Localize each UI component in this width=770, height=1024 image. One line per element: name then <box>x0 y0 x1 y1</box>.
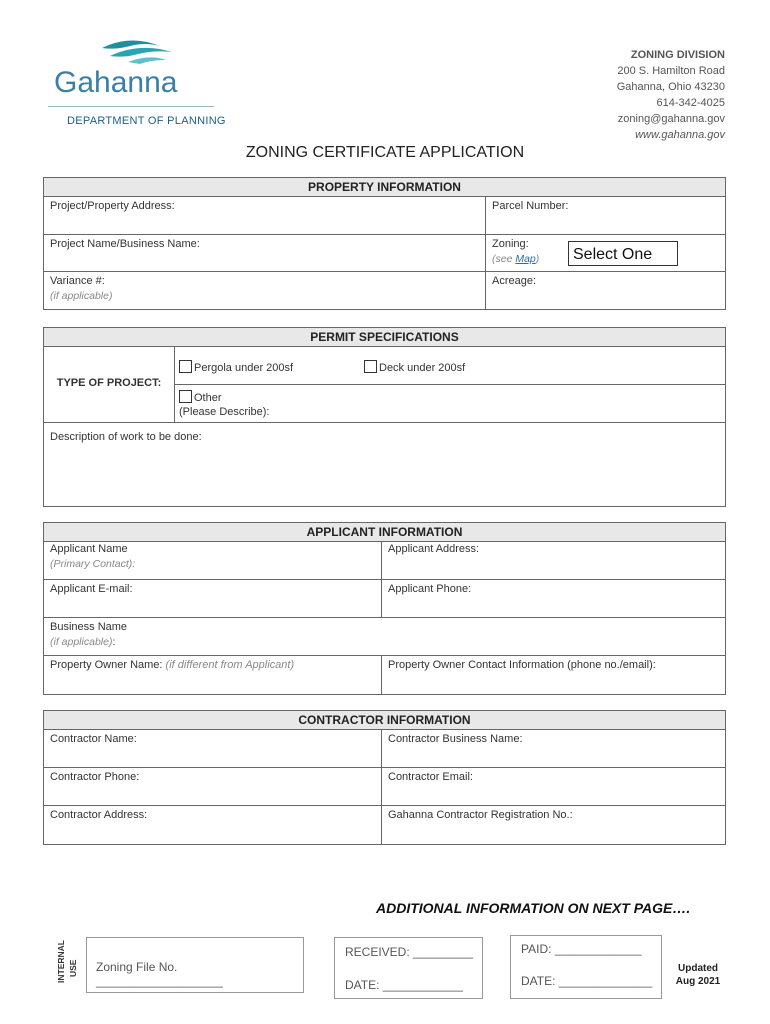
owner-name-label: Property Owner Name: <box>50 659 163 671</box>
contact-address2: Gahanna, Ohio 43230 <box>616 81 725 93</box>
contact-email[interactable]: zoning@gahanna.gov <box>617 113 725 125</box>
owner-name-field[interactable] <box>44 656 381 694</box>
applicant-address-field[interactable] <box>381 542 725 579</box>
contractor-heading: CONTRACTOR INFORMATION <box>44 711 725 730</box>
contractor-address-label: Contractor Address: <box>50 809 148 821</box>
paid-label: PAID: _____________ <box>521 942 642 956</box>
zoning-hint: (see Map) <box>492 253 540 265</box>
contractor-row-1 <box>44 730 725 768</box>
acreage-label: Acreage: <box>492 275 537 287</box>
applicant-section <box>43 522 726 695</box>
zoning-file-box[interactable] <box>86 937 304 993</box>
business-name-hint-line: (if applicable): <box>50 636 116 648</box>
zoning-select[interactable]: Select One <box>568 241 678 266</box>
permit-section <box>43 327 726 507</box>
description-label: Description of work to be done: <box>50 431 202 443</box>
contractor-business-field[interactable] <box>381 730 725 767</box>
department-name: DEPARTMENT OF PLANNING <box>67 115 226 127</box>
owner-contact-field[interactable] <box>381 656 725 694</box>
property-row-3 <box>44 272 725 309</box>
updated-note: Updated Aug 2021 <box>675 963 721 987</box>
variance-hint: (if applicable) <box>50 290 113 302</box>
project-name-label: Project Name/Business Name: <box>50 238 200 250</box>
zoning-label: Zoning: <box>492 238 529 250</box>
applicant-heading: APPLICANT INFORMATION <box>44 523 725 542</box>
applicant-name-field[interactable] <box>44 542 381 579</box>
project-name-field[interactable] <box>44 235 485 271</box>
document-title: ZONING CERTIFICATE APPLICATION <box>245 144 525 161</box>
contractor-business-label: Contractor Business Name: <box>388 733 523 745</box>
applicant-row-4 <box>44 656 725 694</box>
property-heading: PROPERTY INFORMATION <box>44 178 725 197</box>
other-describe-hint: (Please Describe): <box>179 406 270 418</box>
variance-label: Variance #: <box>50 275 105 287</box>
gahanna-logo <box>50 34 220 106</box>
applicant-phone-label: Applicant Phone: <box>388 583 472 595</box>
contact-website[interactable]: www.gahanna.gov <box>635 129 725 141</box>
applicant-email-field[interactable] <box>44 580 381 617</box>
permit-type-row <box>44 347 725 423</box>
business-name-label: Business Name <box>50 621 128 633</box>
business-name-field[interactable] <box>44 618 725 655</box>
zoning-map-link[interactable]: Map <box>515 253 536 265</box>
applicant-address-label: Applicant Address: <box>388 543 480 555</box>
paid-box[interactable] <box>510 935 662 999</box>
owner-contact-label: Property Owner Contact Information (phone no./email): <box>388 659 656 671</box>
contact-division: ZONING DIVISION <box>630 49 725 61</box>
contractor-section <box>43 710 726 845</box>
logo-text: Gahanna <box>54 66 178 99</box>
contact-block <box>617 47 725 143</box>
parcel-field[interactable] <box>485 197 725 234</box>
logo-wave-2 <box>110 48 172 57</box>
applicant-name-hint: (Primary Contact): <box>50 558 136 570</box>
paid-date-label: DATE: ______________ <box>521 974 653 988</box>
logo-wave-3 <box>128 57 166 64</box>
contractor-name-field[interactable] <box>44 730 381 767</box>
description-row[interactable] <box>44 423 725 507</box>
applicant-name-label: Applicant Name <box>50 543 128 555</box>
other-checkbox[interactable] <box>179 390 192 403</box>
contractor-email-label: Contractor Email: <box>388 771 473 783</box>
contractor-phone-label: Contractor Phone: <box>50 771 140 783</box>
registration-field[interactable] <box>381 806 725 844</box>
received-date-label: DATE: ____________ <box>345 978 463 992</box>
other-option[interactable]: Other (Please Describe): <box>179 392 270 418</box>
address-field[interactable] <box>44 197 485 234</box>
acreage-field[interactable] <box>485 272 725 309</box>
logo-divider <box>48 106 214 107</box>
permit-heading: PERMIT SPECIFICATIONS <box>44 328 725 347</box>
contractor-name-label: Contractor Name: <box>50 733 137 745</box>
owner-name-hint: (if different from Applicant) <box>165 659 295 671</box>
property-row-1 <box>44 197 725 235</box>
contractor-address-field[interactable] <box>44 806 381 844</box>
type-of-project-label: TYPE OF PROJECT: <box>56 377 162 389</box>
received-box[interactable] <box>334 937 483 999</box>
applicant-email-label: Applicant E-mail: <box>50 583 133 595</box>
address-label: Project/Property Address: <box>50 200 175 212</box>
contractor-phone-field[interactable] <box>44 768 381 805</box>
pergola-checkbox[interactable] <box>179 360 192 373</box>
zoning-file-label: Zoning File No. ___________________ <box>96 960 223 988</box>
contact-address1: 200 S. Hamilton Road <box>617 65 725 77</box>
deck-option[interactable]: Deck under 200sf <box>364 360 465 374</box>
deck-checkbox[interactable] <box>364 360 377 373</box>
parcel-label: Parcel Number: <box>492 200 569 212</box>
pergola-option[interactable]: Pergola under 200sf <box>179 360 293 374</box>
contractor-row-3 <box>44 806 725 844</box>
applicant-row-3 <box>44 618 725 656</box>
additional-info-notice: ADDITIONAL INFORMATION ON NEXT PAGE…. <box>376 900 691 916</box>
applicant-row-2 <box>44 580 725 618</box>
variance-field[interactable] <box>44 272 485 309</box>
received-label: RECEIVED: _________ <box>345 945 474 959</box>
applicant-row-1 <box>44 542 725 580</box>
applicant-phone-field[interactable] <box>381 580 725 617</box>
description-field[interactable] <box>44 423 725 507</box>
registration-label: Gahanna Contractor Registration No.: <box>388 809 573 821</box>
contractor-row-2 <box>44 768 725 806</box>
logo-wave-1 <box>102 40 160 48</box>
internal-use-label: INTERNAL USE <box>56 940 78 983</box>
contact-phone: 614-342-4025 <box>656 97 725 109</box>
contractor-email-field[interactable] <box>381 768 725 805</box>
